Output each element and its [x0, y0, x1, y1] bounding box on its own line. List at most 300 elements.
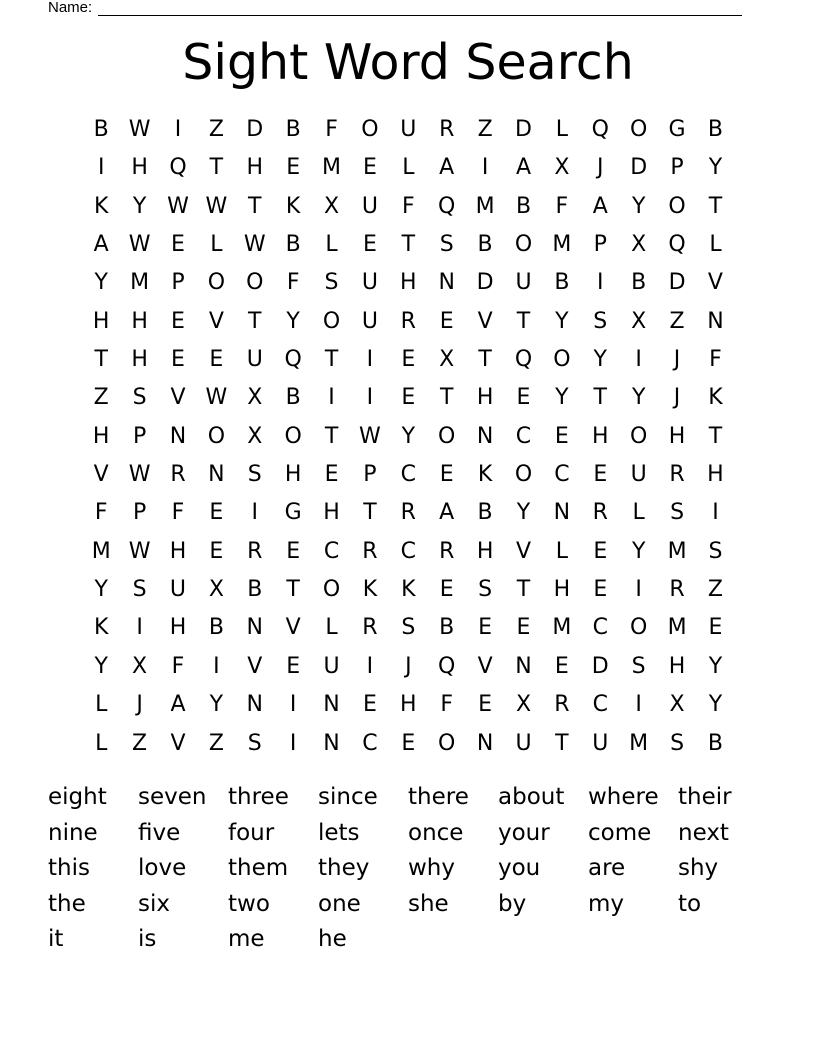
grid-letter[interactable]: T [708, 423, 723, 449]
grid-letter[interactable]: H [476, 385, 494, 411]
grid-letter[interactable]: I [481, 155, 489, 181]
grid-letter[interactable]: D [515, 117, 532, 142]
grid-letter[interactable]: I [635, 577, 642, 603]
word-list-item: them [228, 855, 289, 881]
grid-letter[interactable]: J [673, 385, 681, 411]
grid-letter[interactable]: H [92, 308, 110, 334]
grid-letter[interactable]: C [592, 692, 608, 718]
grid-letter[interactable]: E [439, 462, 454, 488]
grid-letter[interactable]: K [285, 193, 301, 219]
grid-letter[interactable]: H [284, 462, 302, 488]
grid-letter[interactable]: B [93, 117, 109, 142]
grid-letter[interactable]: L [402, 155, 415, 181]
grid-letter[interactable]: F [286, 270, 300, 296]
word-list-item: there [408, 784, 469, 810]
grid-letter[interactable]: E [209, 347, 224, 373]
grid-letter[interactable]: S [247, 730, 262, 756]
grid-letter[interactable]: W [128, 538, 151, 564]
grid-letter[interactable]: L [555, 117, 569, 142]
grid-letter[interactable]: O [322, 577, 341, 603]
grid-letter[interactable]: V [285, 615, 301, 641]
grid-letter[interactable]: L [210, 232, 223, 258]
grid-letter[interactable]: Z [93, 385, 109, 411]
grid-letter[interactable]: Y [94, 653, 108, 679]
grid-letter[interactable]: E [171, 347, 185, 373]
grid-letter[interactable]: K [93, 615, 109, 641]
grid-letter[interactable]: X [132, 653, 148, 679]
grid-letter[interactable]: K [362, 577, 378, 603]
grid-letter[interactable]: Z [669, 308, 685, 334]
grid-letter[interactable]: Y [555, 308, 569, 334]
grid-letter[interactable]: I [289, 730, 297, 756]
grid-letter[interactable]: Q [438, 653, 456, 679]
grid-letter[interactable]: O [322, 308, 341, 334]
grid-letter[interactable]: P [593, 232, 607, 258]
grid-letter[interactable]: O [630, 615, 648, 641]
grid-letter[interactable]: V [93, 462, 109, 488]
grid-letter[interactable]: C [515, 423, 532, 449]
grid-letter[interactable]: Y [286, 308, 300, 334]
grid-letter[interactable]: I [635, 347, 642, 373]
grid-letter[interactable]: A [515, 155, 532, 181]
grid-letter[interactable]: T [324, 347, 339, 373]
grid-letter[interactable]: L [555, 538, 569, 564]
grid-letter[interactable]: O [668, 193, 686, 219]
grid-letter[interactable]: R [592, 500, 608, 526]
word-list-item: come [588, 819, 652, 846]
grid-letter[interactable]: Q [169, 155, 187, 181]
grid-letter[interactable]: K [477, 462, 493, 488]
grid-letter[interactable]: B [631, 270, 647, 296]
grid-letter[interactable]: Y [708, 653, 723, 679]
grid-letter[interactable]: T [209, 155, 224, 181]
grid-letter[interactable]: T [248, 308, 262, 334]
grid-letter[interactable]: F [709, 347, 722, 373]
grid-letter[interactable]: Z [208, 730, 224, 756]
grid-letter[interactable]: R [669, 577, 685, 603]
grid-letter[interactable]: O [630, 423, 648, 449]
grid-letter[interactable]: M [552, 232, 572, 258]
grid-letter[interactable]: Y [516, 500, 531, 526]
grid-letter[interactable]: C [592, 615, 608, 641]
grid-letter[interactable]: R [247, 538, 263, 564]
grid-letter[interactable]: S [670, 500, 685, 526]
grid-letter[interactable]: E [439, 308, 454, 334]
grid-letter[interactable]: H [169, 615, 187, 641]
grid-letter[interactable]: C [554, 462, 570, 488]
grid-letter[interactable]: M [91, 538, 111, 564]
grid-letter[interactable]: Q [284, 347, 302, 373]
grid-letter[interactable]: T [516, 577, 531, 603]
grid-letter[interactable]: E [593, 577, 608, 603]
grid-letter[interactable]: I [597, 270, 604, 296]
grid-letter[interactable]: I [289, 692, 297, 718]
grid-letter[interactable]: B [554, 270, 570, 296]
grid-letter[interactable]: H [246, 155, 264, 181]
word-list-item: why [408, 855, 455, 881]
grid-letter[interactable]: C [362, 730, 378, 756]
grid-letter[interactable]: X [554, 155, 570, 181]
grid-letter[interactable]: O [630, 117, 648, 142]
grid-letter[interactable]: O [514, 462, 533, 488]
grid-letter[interactable]: T [324, 423, 339, 449]
grid-letter[interactable]: E [362, 232, 377, 258]
grid-letter[interactable]: T [439, 385, 454, 411]
grid-letter[interactable]: M [667, 538, 687, 564]
grid-letter[interactable]: G [284, 500, 302, 526]
grid-letter[interactable]: H [92, 423, 110, 449]
grid-letter[interactable]: N [515, 653, 532, 679]
grid-letter[interactable]: X [247, 423, 263, 449]
grid-letter[interactable]: E [593, 462, 608, 488]
grid-letter[interactable]: V [707, 270, 723, 296]
grid-letter[interactable]: P [670, 155, 684, 181]
grid-letter[interactable]: H [323, 500, 340, 526]
grid-letter[interactable]: X [515, 692, 532, 718]
grid-letter[interactable]: V [208, 308, 224, 334]
grid-letter[interactable]: X [631, 308, 647, 334]
grid-letter[interactable]: S [478, 577, 493, 603]
grid-letter[interactable]: F [401, 193, 415, 219]
grid-letter[interactable]: W [128, 462, 151, 488]
grid-letter[interactable]: D [246, 117, 264, 142]
grid-letter[interactable]: V [477, 653, 493, 679]
word-list-item: six [138, 890, 170, 917]
grid-letter[interactable]: N [707, 308, 724, 334]
grid-letter[interactable]: E [401, 730, 416, 756]
grid-letter[interactable]: W [128, 232, 151, 258]
grid-letter[interactable]: N [438, 270, 455, 296]
grid-letter[interactable]: L [325, 232, 338, 258]
grid-letter[interactable]: B [707, 117, 723, 142]
grid-letter[interactable]: H [400, 692, 417, 718]
grid-letter[interactable]: W [205, 385, 228, 411]
grid-letter[interactable]: O [361, 117, 379, 142]
grid-letter[interactable]: B [477, 232, 493, 258]
grid-letter[interactable]: Y [631, 385, 646, 411]
grid-letter[interactable]: S [247, 462, 262, 488]
grid-letter[interactable]: H [400, 270, 417, 296]
grid-letter[interactable]: Y [94, 270, 108, 296]
grid-letter[interactable]: W [128, 117, 151, 142]
grid-letter[interactable]: I [635, 692, 642, 718]
grid-letter[interactable]: H [553, 577, 571, 603]
grid-letter[interactable]: N [323, 692, 340, 718]
grid-letter[interactable]: U [400, 117, 417, 142]
grid-letter[interactable]: B [208, 615, 224, 641]
grid-letter[interactable]: R [400, 308, 416, 334]
grid-letter[interactable]: E [554, 653, 569, 679]
grid-letter[interactable]: X [324, 193, 340, 219]
grid-letter[interactable]: E [478, 615, 493, 641]
grid-letter[interactable]: E [171, 232, 185, 258]
grid-letter[interactable]: U [169, 577, 187, 603]
grid-letter[interactable]: Y [593, 347, 607, 373]
grid-letter[interactable]: J [136, 692, 143, 718]
grid-letter[interactable]: U [592, 730, 609, 756]
grid-letter[interactable]: R [362, 615, 378, 641]
word-list-item: to [678, 890, 702, 917]
grid-letter[interactable]: J [405, 653, 412, 679]
grid-letter[interactable]: U [246, 347, 263, 373]
grid-letter[interactable]: V [170, 730, 186, 756]
grid-letter[interactable]: R [669, 462, 685, 488]
grid-letter[interactable]: Y [94, 577, 108, 603]
grid-letter[interactable]: T [286, 577, 300, 603]
grid-letter[interactable]: E [286, 538, 301, 564]
grid-letter[interactable]: O [438, 423, 456, 449]
grid-letter[interactable]: E [439, 577, 454, 603]
grid-letter[interactable]: W [243, 232, 266, 258]
grid-letter[interactable]: E [554, 423, 569, 449]
grid-letter[interactable]: D [630, 155, 648, 181]
grid-letter[interactable]: V [170, 385, 186, 411]
grid-letter[interactable]: Z [477, 117, 493, 142]
grid-letter[interactable]: R [362, 538, 378, 564]
grid-letter[interactable]: I [366, 385, 374, 411]
grid-letter[interactable]: V [477, 308, 493, 334]
grid-letter[interactable]: L [95, 730, 108, 756]
grid-letter[interactable]: U [323, 653, 340, 679]
grid-letter[interactable]: T [248, 193, 262, 219]
grid-letter[interactable]: E [209, 538, 224, 564]
grid-letter[interactable]: H [592, 423, 609, 449]
grid-letter[interactable]: M [667, 615, 687, 641]
grid-letter[interactable]: M [475, 193, 495, 219]
grid-letter[interactable]: E [362, 155, 377, 181]
grid-letter[interactable]: I [136, 615, 143, 641]
word-list-item: about [498, 784, 565, 810]
grid-letter[interactable]: X [631, 232, 647, 258]
grid-letter[interactable]: Y [209, 692, 224, 718]
grid-letter[interactable]: Y [708, 155, 723, 181]
grid-letter[interactable]: E [516, 615, 531, 641]
grid-letter[interactable]: V [247, 653, 263, 679]
grid-letter[interactable]: B [515, 193, 532, 219]
grid-letter[interactable]: R [554, 692, 570, 718]
grid-letter[interactable]: S [708, 538, 723, 564]
grid-letter[interactable]: J [597, 155, 604, 181]
grid-letter[interactable]: R [400, 500, 416, 526]
grid-letter[interactable]: H [131, 347, 148, 373]
grid-letter[interactable]: R [170, 462, 186, 488]
grid-letter[interactable]: O [207, 270, 226, 296]
grid-letter[interactable]: B [285, 385, 301, 411]
grid-letter[interactable]: H [131, 155, 148, 181]
grid-letter[interactable]: U [361, 270, 378, 296]
grid-letter[interactable]: P [132, 423, 147, 449]
grid-letter[interactable]: H [131, 308, 148, 334]
grid-letter[interactable]: F [325, 117, 338, 142]
grid-letter[interactable]: W [359, 423, 381, 449]
grid-letter[interactable]: Q [668, 232, 686, 258]
grid-letter[interactable]: G [668, 117, 686, 142]
grid-letter[interactable]: Z [208, 117, 224, 142]
grid-letter[interactable]: O [553, 347, 571, 373]
grid-letter[interactable]: Y [708, 692, 723, 718]
grid-letter[interactable]: A [170, 692, 186, 718]
grid-letter[interactable]: D [668, 270, 686, 296]
grid-letter[interactable]: F [171, 653, 185, 679]
grid-letter[interactable]: E [286, 155, 301, 181]
grid-letter[interactable]: E [209, 500, 224, 526]
grid-letter[interactable]: E [478, 692, 493, 718]
grid-letter[interactable]: T [401, 232, 416, 258]
grid-letter[interactable]: C [400, 538, 416, 564]
grid-letter[interactable]: X [669, 692, 685, 718]
grid-letter[interactable]: S [593, 308, 608, 334]
grid-letter[interactable]: O [514, 232, 533, 258]
grid-letter[interactable]: M [322, 155, 342, 181]
grid-letter[interactable]: M [130, 270, 150, 296]
grid-letter[interactable]: E [286, 653, 301, 679]
grid-letter[interactable]: U [361, 308, 378, 334]
grid-letter[interactable]: Y [132, 193, 147, 219]
grid-letter[interactable]: B [707, 730, 723, 756]
grid-letter[interactable]: K [401, 577, 416, 603]
grid-letter[interactable]: T [94, 347, 108, 373]
name-field[interactable] [48, 0, 742, 16]
grid-letter[interactable]: Q [591, 117, 609, 142]
grid-letter[interactable]: S [401, 615, 416, 641]
grid-letter[interactable]: Y [631, 193, 646, 219]
grid-letter[interactable]: O [284, 423, 302, 449]
grid-letter[interactable]: O [246, 270, 264, 296]
grid-letter[interactable]: X [247, 385, 263, 411]
grid-letter[interactable]: N [553, 500, 571, 526]
grid-letter[interactable]: N [169, 423, 187, 449]
grid-letter[interactable]: N [476, 730, 494, 756]
grid-letter[interactable]: V [515, 538, 532, 564]
grid-letter[interactable]: J [673, 347, 681, 373]
grid-letter[interactable]: L [632, 500, 645, 526]
grid-letter[interactable]: K [708, 385, 723, 411]
grid-letter[interactable]: S [670, 730, 685, 756]
grid-letter[interactable]: Q [514, 347, 533, 373]
grid-letter[interactable]: P [171, 270, 185, 296]
grid-letter[interactable]: I [174, 117, 182, 142]
grid-letter[interactable]: I [366, 347, 374, 373]
grid-letter[interactable]: C [400, 462, 416, 488]
grid-letter[interactable]: S [324, 270, 339, 296]
grid-letter[interactable]: P [132, 500, 147, 526]
grid-letter[interactable]: B [247, 577, 263, 603]
grid-letter[interactable]: U [515, 730, 532, 756]
grid-letter[interactable]: A [93, 232, 109, 258]
grid-letter[interactable]: H [707, 462, 724, 488]
grid-letter[interactable]: E [171, 308, 185, 334]
grid-letter[interactable]: A [439, 155, 455, 181]
grid-letter[interactable]: S [132, 577, 147, 603]
grid-letter[interactable]: S [132, 385, 147, 411]
grid-letter[interactable]: S [439, 232, 454, 258]
grid-letter[interactable]: E [401, 385, 416, 411]
grid-letter[interactable]: T [363, 500, 377, 526]
grid-letter[interactable]: O [438, 730, 456, 756]
grid-letter[interactable]: U [630, 462, 647, 488]
grid-letter[interactable]: E [593, 538, 608, 564]
grid-letter[interactable]: T [478, 347, 492, 373]
grid-letter[interactable]: I [712, 500, 719, 526]
grid-letter[interactable]: L [709, 232, 722, 258]
grid-letter[interactable]: E [362, 692, 377, 718]
grid-letter[interactable]: W [205, 193, 228, 219]
grid-letter[interactable]: H [476, 538, 494, 564]
grid-letter[interactable]: B [477, 500, 493, 526]
grid-letter[interactable]: Y [631, 538, 646, 564]
grid-letter[interactable]: T [555, 730, 569, 756]
grid-letter[interactable]: F [171, 500, 185, 526]
grid-letter[interactable]: O [207, 423, 226, 449]
grid-letter[interactable]: K [93, 193, 109, 219]
grid-letter[interactable]: B [439, 615, 455, 641]
grid-letter[interactable]: N [323, 730, 340, 756]
grid-letter[interactable]: E [324, 462, 339, 488]
grid-letter[interactable]: I [97, 155, 105, 181]
grid-letter[interactable]: Y [555, 385, 569, 411]
grid-letter[interactable]: F [555, 193, 569, 219]
grid-letter[interactable]: D [476, 270, 494, 296]
grid-letter[interactable]: R [439, 117, 455, 142]
grid-letter[interactable]: A [439, 500, 455, 526]
grid-letter[interactable]: L [325, 615, 338, 641]
grid-letter[interactable]: H [668, 423, 686, 449]
grid-letter[interactable]: I [366, 653, 374, 679]
grid-letter[interactable]: M [552, 615, 572, 641]
grid-letter[interactable]: Z [132, 730, 148, 756]
grid-letter[interactable]: T [593, 385, 607, 411]
grid-letter[interactable]: B [285, 117, 301, 142]
grid-letter[interactable]: S [631, 653, 646, 679]
grid-letter[interactable]: U [515, 270, 532, 296]
grid-letter[interactable]: H [668, 653, 686, 679]
grid-letter[interactable]: N [208, 462, 225, 488]
word-list-item: you [498, 855, 541, 881]
grid-letter[interactable]: C [323, 538, 340, 564]
grid-letter[interactable]: R [439, 538, 455, 564]
grid-letter[interactable]: N [476, 423, 494, 449]
grid-letter[interactable]: B [285, 232, 301, 258]
grid-letter[interactable]: X [439, 347, 455, 373]
grid-letter[interactable]: X [208, 577, 224, 603]
grid-letter[interactable]: I [213, 653, 220, 679]
grid-letter[interactable]: T [516, 308, 531, 334]
grid-letter[interactable]: D [591, 653, 609, 679]
grid-letter[interactable]: I [328, 385, 335, 411]
grid-letter[interactable]: E [708, 615, 723, 641]
grid-letter[interactable]: F [440, 692, 454, 718]
grid-letter[interactable]: N [246, 615, 263, 641]
grid-letter[interactable]: E [516, 385, 531, 411]
grid-letter[interactable]: U [361, 193, 378, 219]
grid-letter[interactable]: N [246, 692, 263, 718]
grid-letter[interactable]: E [401, 347, 416, 373]
grid-letter[interactable]: M [629, 730, 649, 756]
grid-letter[interactable]: A [592, 193, 608, 219]
grid-letter[interactable]: Q [438, 193, 456, 219]
grid-letter[interactable]: T [708, 193, 723, 219]
grid-letter[interactable]: I [251, 500, 258, 526]
name-underline[interactable] [98, 3, 742, 16]
grid-letter[interactable]: Y [401, 423, 416, 449]
grid-letter[interactable]: H [169, 538, 187, 564]
grid-letter[interactable]: F [94, 500, 108, 526]
grid-letter[interactable]: W [167, 193, 189, 219]
grid-letter[interactable]: Z [707, 577, 723, 603]
grid-letter[interactable]: L [95, 692, 108, 718]
grid-letter[interactable]: P [363, 462, 377, 488]
word-list-item: where [588, 784, 659, 810]
